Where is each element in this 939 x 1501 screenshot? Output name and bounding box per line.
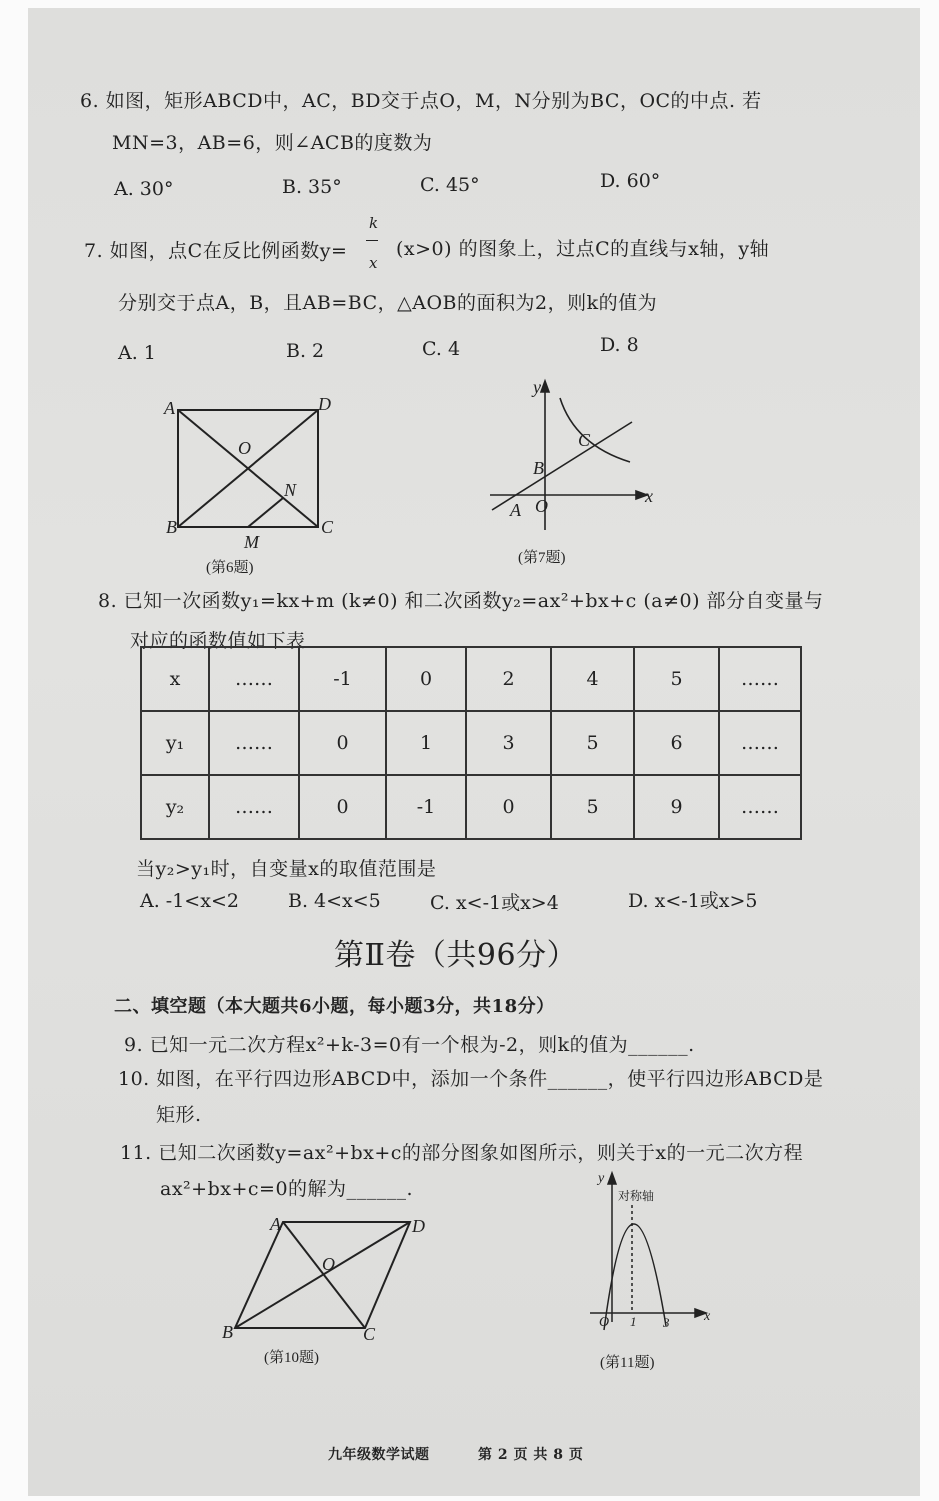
fig11-label-3: 3	[663, 1315, 670, 1330]
fig6-label-m: M	[244, 532, 259, 552]
table-cell: 9	[634, 775, 719, 839]
fig11-label-o: O	[599, 1315, 610, 1330]
table-cell: 3	[466, 711, 551, 775]
fig10-caption: (第10题)	[264, 1350, 319, 1366]
fig7-label-o: O	[535, 496, 548, 516]
table-cell: -1	[386, 775, 466, 839]
footer-subject: 九年级数学试题	[328, 1447, 430, 1463]
q7-line1-a: 7. 如图，点C在反比例函数y=	[84, 240, 348, 262]
q6-line1: 6. 如图，矩形ABCD中，AC，BD交于点O，M，N分别为BC，OC的中点. 若	[80, 90, 762, 112]
q6-line2: MN=3，AB=6，则∠ACB的度数为	[112, 132, 433, 154]
q8-option-c: C. x<-1或x>4	[430, 892, 559, 914]
fig11-caption: (第11题)	[600, 1355, 655, 1371]
fig7-label-x: x	[645, 486, 653, 506]
table-cell: ……	[719, 775, 801, 839]
q9-text: 9. 已知一元二次方程x²+k-3=0有一个根为-2，则k的值为______.	[124, 1034, 695, 1056]
table-cell: -1	[299, 647, 386, 711]
fig11-label-axis: 对称轴	[618, 1189, 655, 1203]
table-cell: 0	[466, 775, 551, 839]
figure-10	[235, 1222, 410, 1328]
table-cell: ……	[209, 647, 299, 711]
table-cell: x	[141, 647, 209, 711]
table-cell: 0	[386, 647, 466, 711]
fig6-label-d: D	[318, 394, 331, 414]
table-cell: 5	[551, 711, 634, 775]
fig7-caption: (第7题)	[518, 550, 566, 566]
fig10-label-o: O	[322, 1254, 335, 1274]
q7-option-c: C. 4	[422, 338, 461, 360]
q10-line1: 10. 如图，在平行四边形ABCD中，添加一个条件______，使平行四边形ABCD是	[118, 1068, 824, 1090]
q8-option-b: B. 4<x<5	[288, 890, 381, 912]
fig6-label-n: N	[284, 480, 297, 500]
diagonal-bd	[235, 1222, 410, 1328]
table-cell: ……	[209, 711, 299, 775]
table-cell: 1	[386, 711, 466, 775]
table-cell: y₂	[141, 775, 209, 839]
fig11-label-y: y	[598, 1171, 605, 1186]
fig6-label-c: C	[321, 517, 334, 537]
fig7-label-c: C	[578, 430, 591, 450]
fig6-label-b: B	[166, 517, 177, 537]
section-title: 第Ⅱ卷（共96分）	[334, 938, 578, 973]
table-cell: ……	[719, 647, 801, 711]
fig7-label-y: y	[533, 377, 541, 397]
q7-option-d: D. 8	[600, 334, 639, 356]
table-cell: ……	[209, 775, 299, 839]
section-heading: 二、填空题（本大题共6小题，每小题3分，共18分）	[114, 996, 555, 1017]
table-cell: 5	[551, 775, 634, 839]
fig6-label-o: O	[238, 438, 251, 458]
q11-line1: 11. 已知二次函数y=ax²+bx+c的部分图象如图所示，则关于x的一元二次方程	[120, 1142, 804, 1164]
q6-option-a: A. 30°	[114, 178, 174, 200]
table-cell: 5	[634, 647, 719, 711]
fig10-label-d: D	[412, 1216, 425, 1236]
footer-page: 第 2 页 共 8 页	[478, 1447, 584, 1463]
fig10-label-b: B	[222, 1322, 233, 1342]
fig11-label-x: x	[704, 1309, 711, 1324]
q8-condition: 当y₂>y₁时，自变量x的取值范围是	[136, 858, 437, 880]
fig6-caption: (第6题)	[206, 560, 254, 576]
table-cell: 4	[551, 647, 634, 711]
y-arrow	[608, 1173, 616, 1184]
q6-option-c: C. 45°	[420, 174, 480, 196]
table-cell: 0	[299, 775, 386, 839]
q6-option-b: B. 35°	[282, 176, 342, 198]
q7-frac-den: x	[369, 254, 378, 272]
q8-line1: 8. 已知一次函数y₁=kx+m (k≠0) 和二次函数y₂=ax²+bx+c (a≠0) 部分自变量与	[98, 590, 824, 612]
fig10-label-a: A	[270, 1214, 281, 1234]
table-cell: ……	[719, 711, 801, 775]
q10-line2: 矩形.	[156, 1104, 202, 1126]
fig7-label-a: A	[510, 500, 521, 520]
q6-option-d: D. 60°	[600, 170, 661, 192]
q8-option-a: A. -1<x<2	[140, 890, 239, 912]
table-cell: 0	[299, 711, 386, 775]
q7-option-b: B. 2	[286, 340, 325, 362]
q7-line1-b: (x>0) 的图象上，过点C的直线与x轴，y轴	[396, 238, 770, 260]
fig10-label-c: C	[363, 1324, 376, 1344]
q7-line2: 分别交于点A，B，且AB=BC，△AOB的面积为2，则k的值为	[118, 292, 658, 314]
q11-line2: ax²+bx+c=0的解为______.	[160, 1178, 414, 1200]
fig7-label-b: B	[533, 458, 544, 478]
q7-frac-num: k	[369, 214, 379, 232]
fig11-label-1: 1	[630, 1314, 637, 1329]
q8-option-d: D. x<-1或x>5	[628, 890, 758, 912]
table-cell: y₁	[141, 711, 209, 775]
table-cell: 6	[634, 711, 719, 775]
fig6-label-a: A	[164, 398, 175, 418]
q8-line2: 对应的函数值如下表	[130, 630, 306, 652]
table-cell: 2	[466, 647, 551, 711]
q7-option-a: A. 1	[118, 342, 156, 364]
